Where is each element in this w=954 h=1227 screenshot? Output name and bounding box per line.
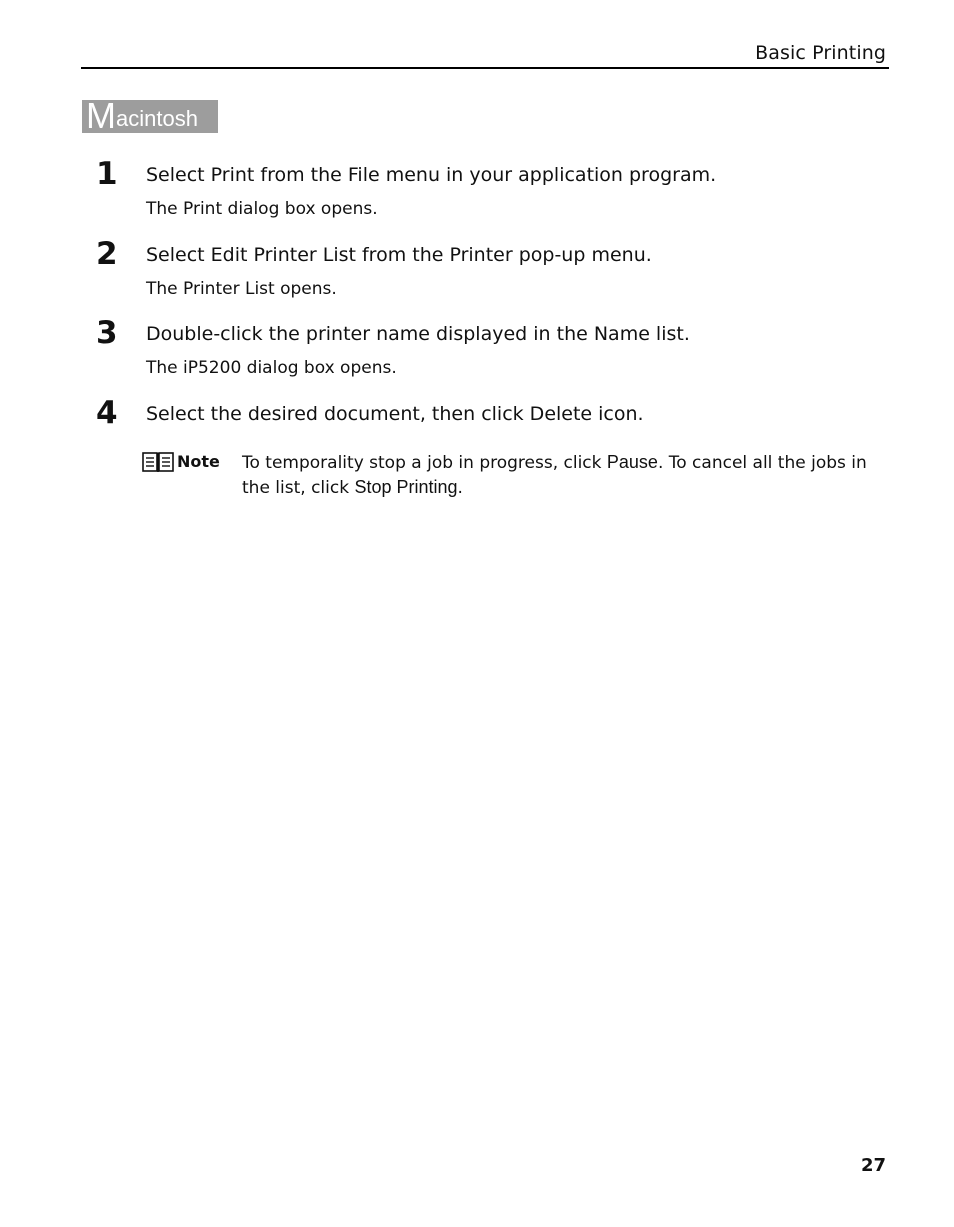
pause-term: Pause: [606, 452, 658, 472]
stop-printing-term: Stop Printing: [354, 477, 458, 497]
step-instruction: Select the desired document, then click Delete icon.: [146, 403, 644, 425]
step-number: 4: [96, 395, 118, 431]
step-instruction: Double-click the printer name displayed in the Name list.: [146, 323, 690, 345]
step-number: 1: [96, 156, 118, 192]
note-text-part2: . To cancel all the jobs in the list, click: [242, 453, 867, 498]
step-result: The Print dialog box opens.: [146, 199, 378, 219]
badge-initial: M: [86, 100, 116, 133]
book-icon: [142, 451, 174, 473]
page-number: 27: [860, 1155, 886, 1176]
note-text-part1: To temporality stop a job in progress, click: [242, 453, 607, 473]
header-rule: [81, 67, 889, 69]
step-result: The Printer List opens.: [146, 279, 337, 299]
header-title: Basic Printing: [755, 42, 886, 64]
macintosh-badge: [82, 100, 218, 133]
note-text: [242, 450, 887, 500]
note-text-part3: .: [457, 478, 463, 498]
step-result: The iP5200 dialog box opens.: [146, 358, 397, 378]
step-instruction: Select Edit Printer List from the Printer pop-up menu.: [146, 244, 652, 266]
badge-rest: acintosh: [116, 106, 198, 131]
step-number: 3: [96, 315, 118, 351]
note-label: Note: [177, 452, 220, 471]
step-instruction: Select Print from the File menu in your application program.: [146, 164, 717, 186]
step-number: 2: [96, 236, 118, 272]
